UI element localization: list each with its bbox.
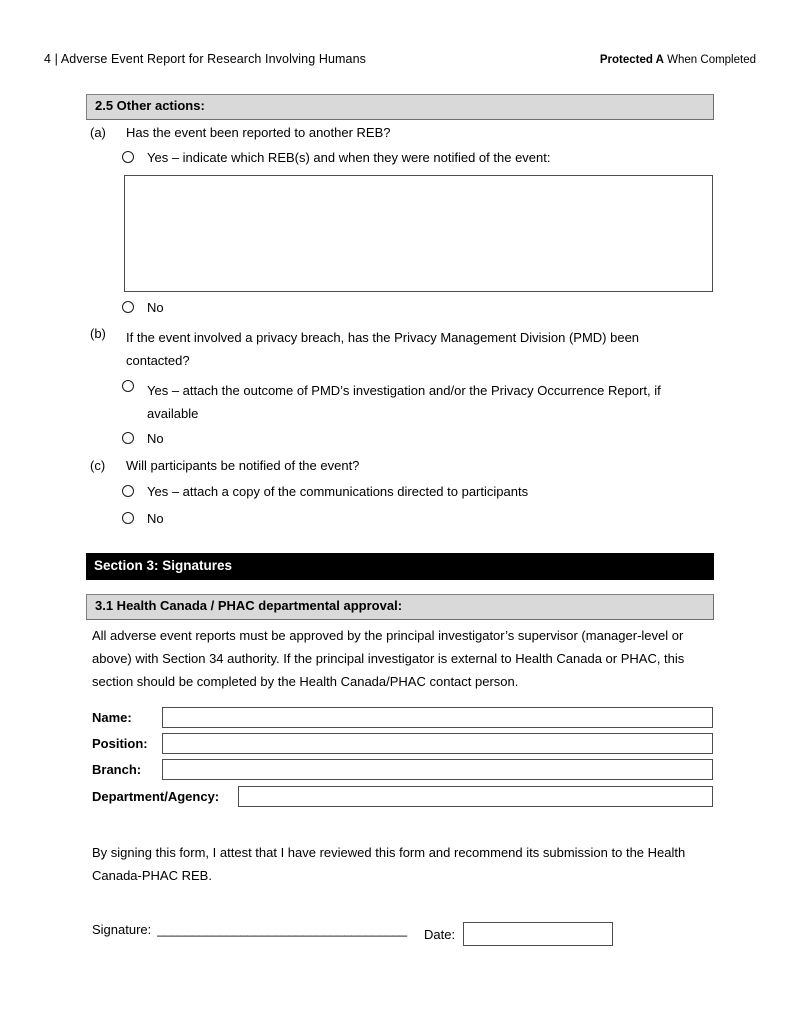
protection-suffix: When Completed: [663, 54, 756, 66]
option-c-yes[interactable]: [122, 485, 714, 498]
question-a-label: (a): [90, 125, 106, 140]
signature-label: Signature:: [92, 922, 152, 937]
attestation-paragraph: By signing this form, I attest that I have reviewed this form and recommend its submission to the Health Canada-PHAC REB.: [92, 845, 686, 884]
question-c-text: Will participants be notified of the event?: [126, 458, 360, 473]
option-c-no-label: No: [147, 511, 164, 526]
name-input[interactable]: [162, 707, 713, 728]
department-agency-input[interactable]: [238, 786, 713, 807]
date-row: [424, 922, 613, 946]
radio-b-no[interactable]: [122, 432, 134, 444]
date-input[interactable]: [463, 922, 613, 946]
radio-a-no[interactable]: [122, 301, 134, 313]
field-row-department-agency: [92, 789, 714, 804]
page-header: [44, 52, 756, 72]
option-c-no[interactable]: [122, 512, 714, 525]
radio-b-yes[interactable]: [122, 380, 134, 392]
page-header-title: 4 | Adverse Event Report for Research Involving Humans: [44, 52, 366, 66]
question-b-label: (b): [90, 326, 106, 341]
section-3-title: Section 3: Signatures: [94, 558, 233, 573]
option-a-yes[interactable]: [122, 151, 714, 164]
question-a-text: Has the event been reported to another REB?: [126, 125, 391, 140]
signature-row: [92, 922, 407, 937]
section-2-5-title: 2.5 Other actions:: [95, 98, 205, 113]
section-2-5-heading-bar: [86, 94, 714, 120]
option-b-yes-label: Yes – attach the outcome of PMD’s investigation and/or the Privacy Occurrence Report, if available: [147, 383, 661, 421]
field-row-branch: [92, 762, 714, 777]
radio-a-yes[interactable]: [122, 151, 134, 163]
branch-label: Branch:: [92, 762, 142, 777]
protection-marking: [600, 54, 756, 66]
position-input[interactable]: [162, 733, 713, 754]
option-c-yes-label: Yes – attach a copy of the communications directed to participants: [147, 484, 529, 499]
radio-c-yes[interactable]: [122, 485, 134, 497]
department-agency-label: Department/Agency:: [92, 789, 220, 804]
option-a-yes-label: Yes – indicate which REB(s) and when they were notified of the event:: [147, 150, 551, 165]
question-c-label: (c): [90, 458, 106, 473]
field-row-name: [92, 710, 714, 725]
option-b-no-label: No: [147, 431, 164, 446]
section-3-1-heading-bar: [86, 594, 714, 620]
protection-level: Protected A: [599, 54, 664, 66]
reb-details-textarea[interactable]: [124, 175, 713, 292]
option-a-no[interactable]: [122, 301, 714, 314]
option-a-no-label: No: [147, 300, 164, 315]
section-3-1-title: 3.1 Health Canada / PHAC departmental approval:: [95, 598, 403, 613]
radio-c-no[interactable]: [122, 512, 134, 524]
branch-input[interactable]: [162, 759, 713, 780]
question-a: [90, 126, 714, 139]
question-c: [90, 459, 714, 472]
question-b: [90, 327, 660, 373]
name-label: Name:: [92, 710, 132, 725]
date-label: Date:: [424, 926, 456, 942]
approval-intro-paragraph: All adverse event reports must be approved by the principal investigator’s supervisor (manager-level or above) with Section 34 authority. If the principal investigator is external to Health Canada or PHAC, this section should be completed by the Health Canada/PHAC contact person.: [92, 628, 685, 690]
position-label: Position:: [92, 736, 148, 751]
question-b-text: If the event involved a privacy breach, has the Privacy Management Division (PMD) been contacted?: [126, 330, 640, 368]
signature-line[interactable]: ____________________________________: [157, 922, 407, 937]
option-b-yes[interactable]: [122, 380, 714, 426]
option-b-no[interactable]: [122, 432, 714, 445]
section-3-heading-bar: [86, 553, 714, 580]
field-row-position: [92, 736, 714, 751]
